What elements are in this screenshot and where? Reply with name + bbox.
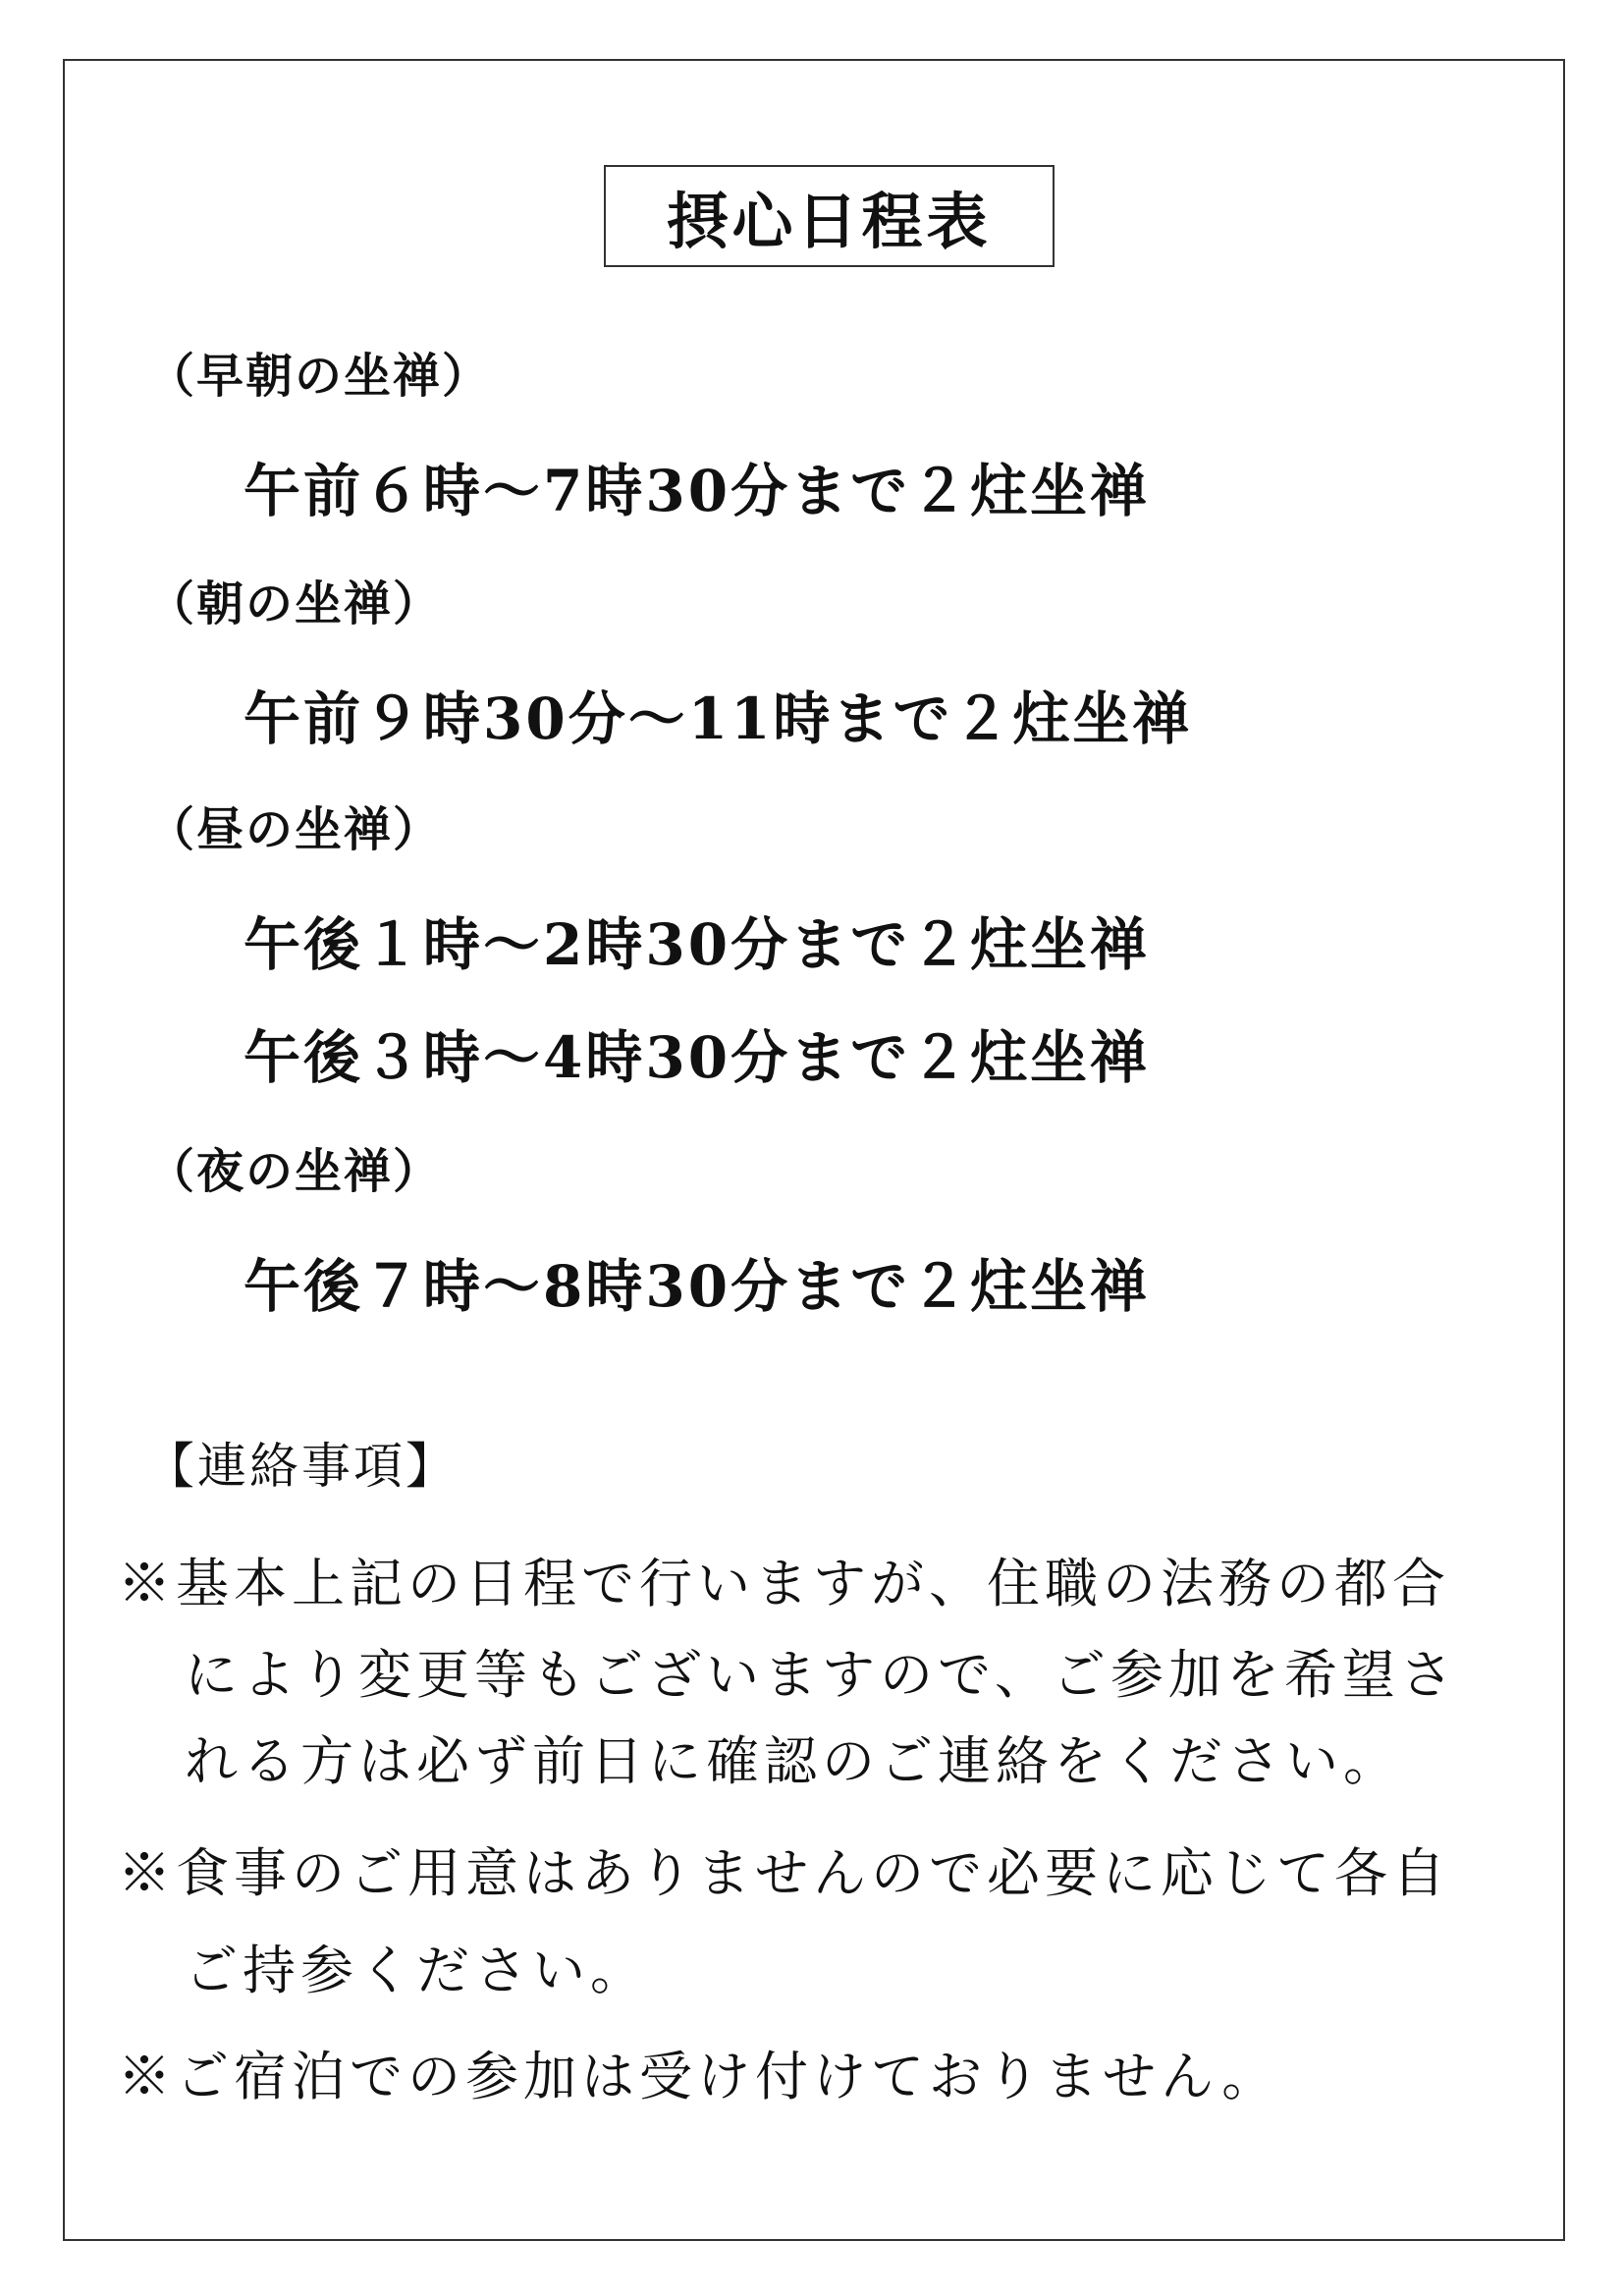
session-time: 午前９時30分～11時まで２炷坐禅 <box>243 685 1193 752</box>
session-heading-afternoon: （昼の坐禅） <box>147 802 443 857</box>
session-time: 午後１時～2時30分まで２炷坐禅 <box>243 911 1151 978</box>
page-title: 摂心日程表 <box>667 185 992 257</box>
note-line: ご持参ください。 <box>185 1940 648 2001</box>
note-line: ※食事のご用意はありませんので必要に応じて各自 <box>118 1842 1450 1904</box>
session-heading-early-morning: （早朝の坐禅） <box>147 349 492 404</box>
session-time: 午後７時～8時30分まで２炷坐禅 <box>243 1253 1151 1320</box>
session-time: 午後３時～4時30分まで２炷坐禅 <box>243 1024 1151 1091</box>
session-heading-evening: （夜の坐禅） <box>147 1144 443 1199</box>
session-time: 午前６時～7時30分まで２炷坐禅 <box>243 458 1151 524</box>
notes-heading: 【連絡事項】 <box>145 1438 458 1495</box>
note-line: ※基本上記の日程で行いますが、住職の法務の都合 <box>118 1553 1450 1614</box>
note-line: により変更等もございますので、ご参加を希望さ <box>185 1644 1458 1706</box>
session-heading-morning: （朝の坐禅） <box>147 576 443 631</box>
note-line: れる方は必ず前日に確認のご連絡をください。 <box>185 1730 1401 1792</box>
title-box <box>604 165 1055 267</box>
note-line: ※ご宿泊での参加は受け付けておりません。 <box>118 2046 1280 2107</box>
